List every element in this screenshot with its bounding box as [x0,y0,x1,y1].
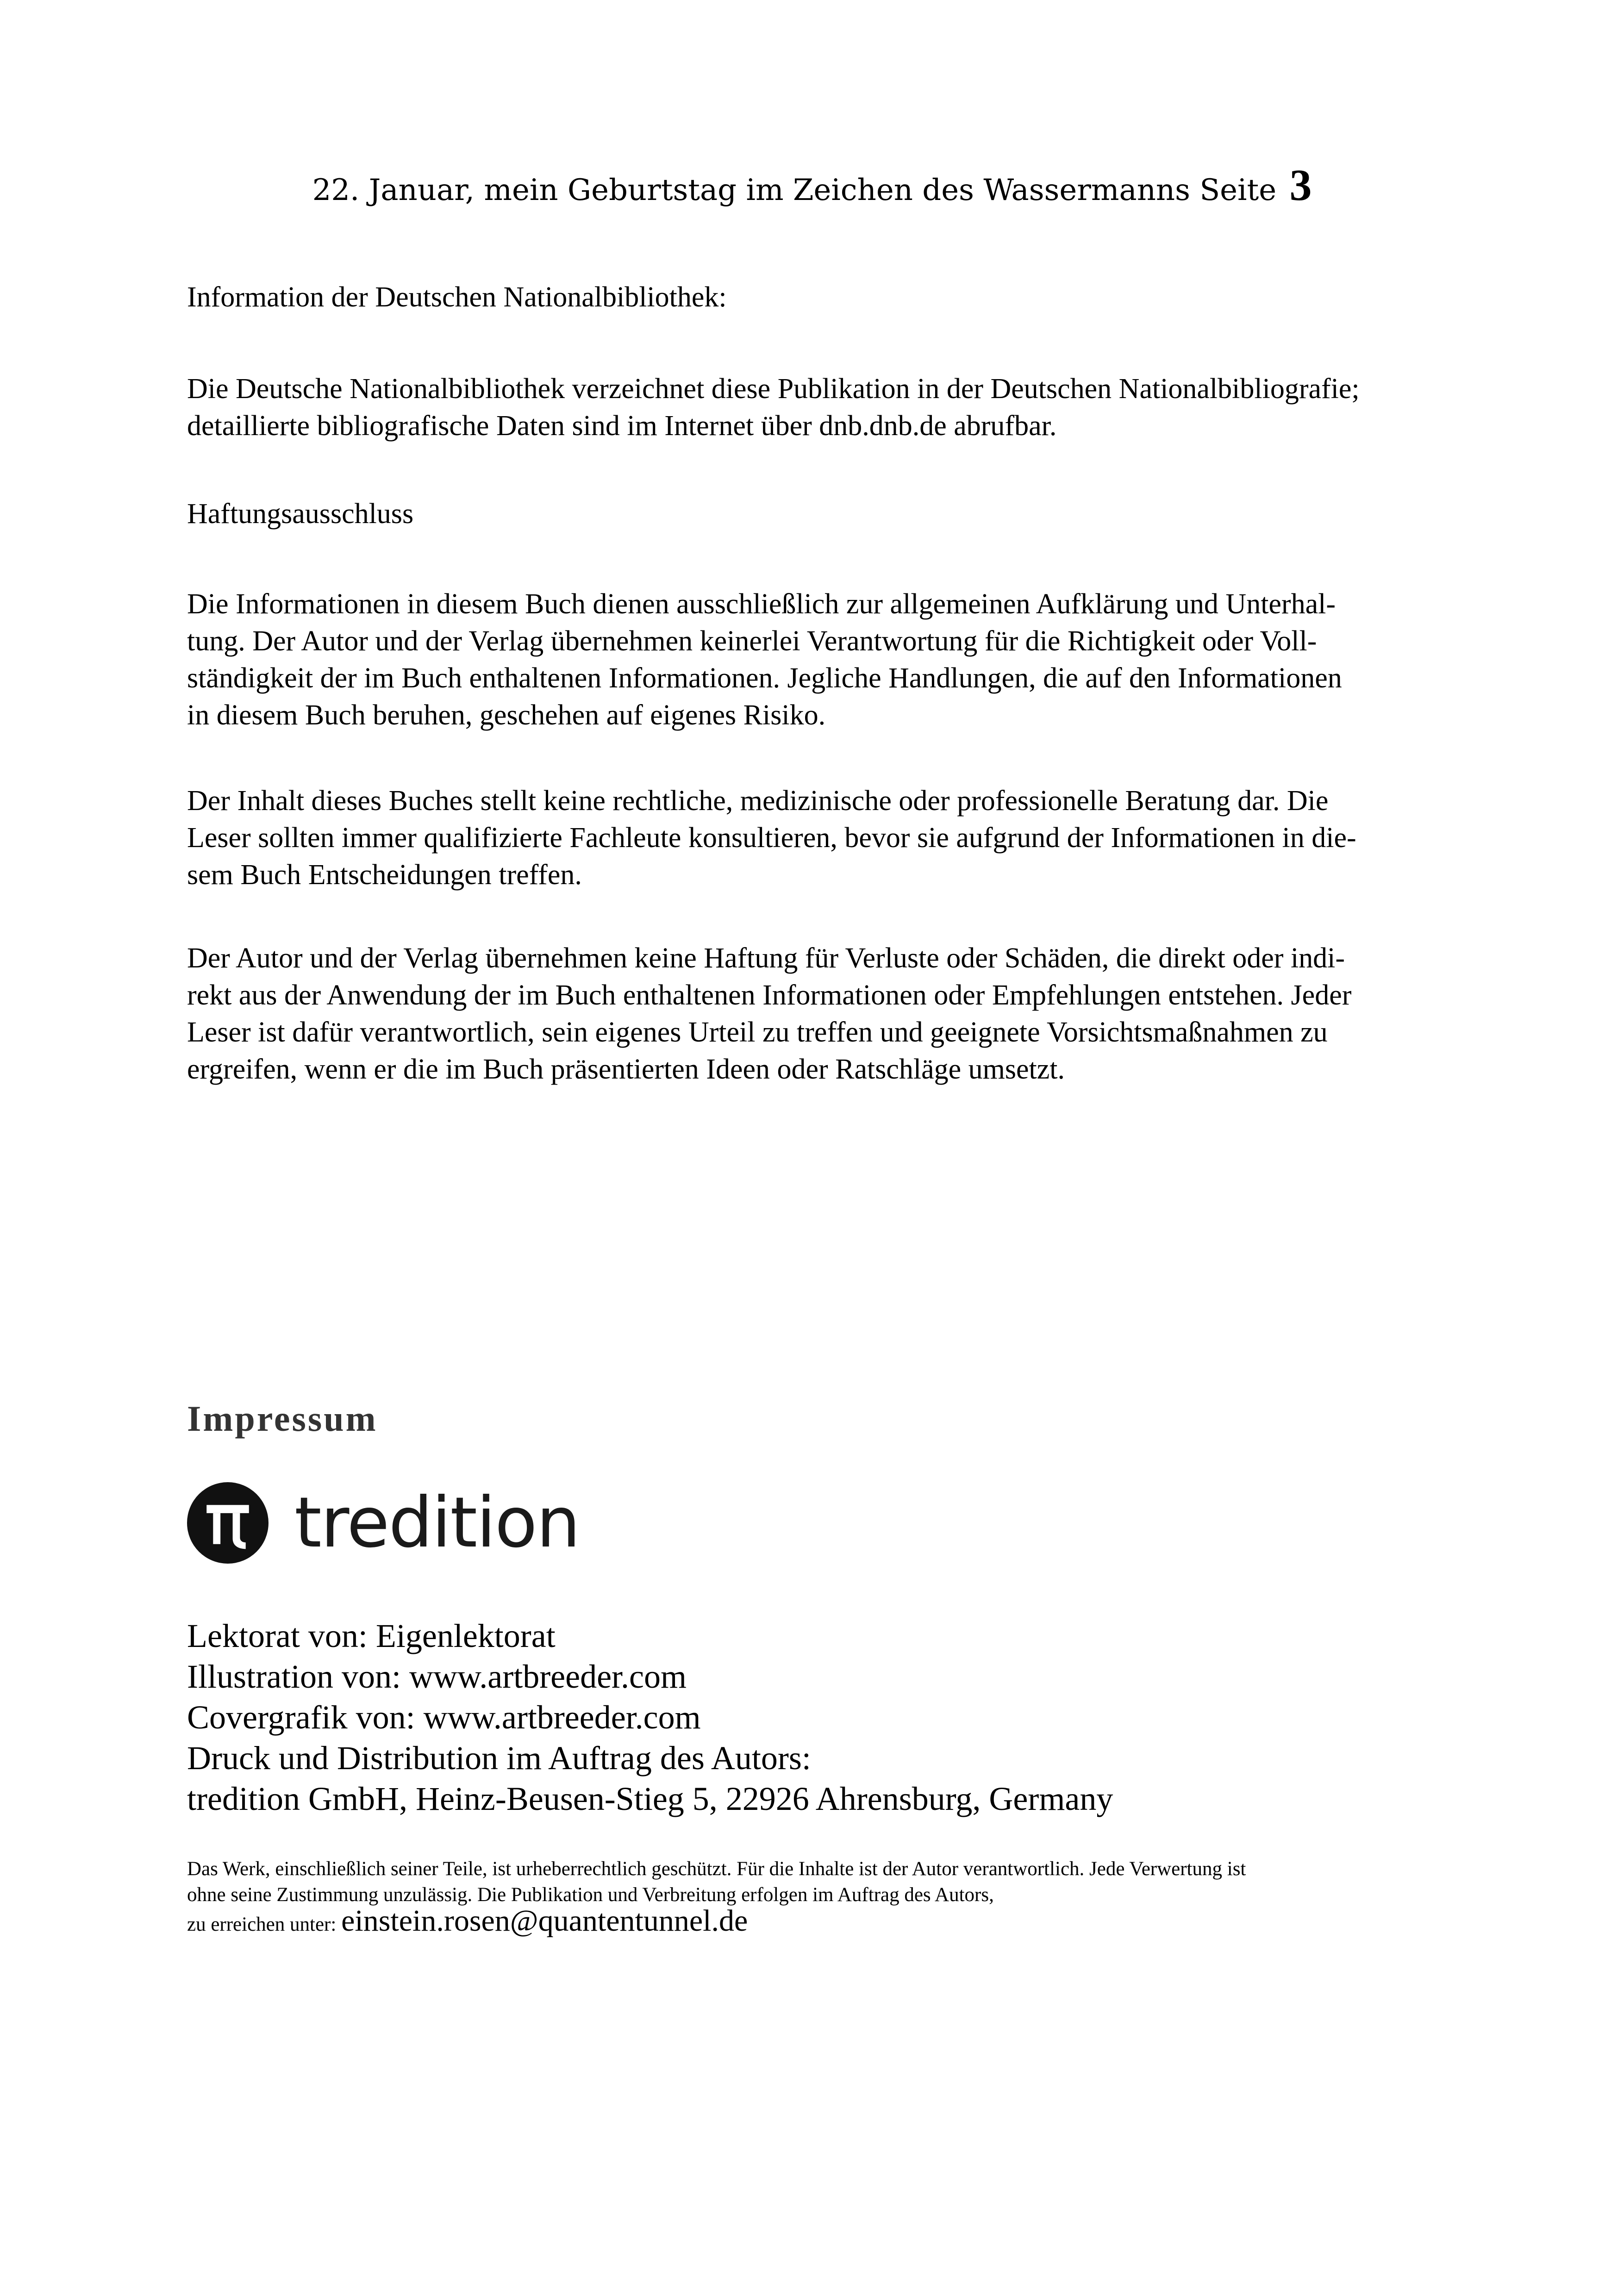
credit-line: Lektorat von: Eigenlektorat [187,1617,556,1654]
haftung-paragraph-1 [187,586,1446,734]
text-line: ergreifen, wenn er die im Buch präsentierten Ideen oder Ratschläge umsetzt. [187,1054,1065,1085]
nationalbibliothek-paragraph [187,370,1446,444]
header-title: 22. Januar, mein Geburtstag im Zeichen des Wassermanns Seite [312,173,1277,207]
credit-line: Covergrafik von: www.artbreeder.com [187,1699,701,1736]
contact-line [187,1904,1246,1938]
haftungsausschluss-heading-text: Haftungsausschluss [187,498,414,530]
legal-line: Das Werk, einschließlich seiner Teile, ist urheberrechtlich geschützt. Für die Inhalte ist der Autor verantwortlich. Jede Verwertung ist [187,1858,1246,1880]
haftung-paragraph-3 [187,940,1446,1088]
text-line: Der Autor und der Verlag übernehmen keine Haftung für Verluste oder Schäden, die direkt oder indi- [187,942,1345,974]
tredition-wordmark: tredition [294,1483,580,1563]
impressum-heading: Impressum [187,1398,378,1439]
text-line: rekt aus der Anwendung der im Buch enthaltenen Informationen oder Empfehlungen entstehen. Jeder [187,979,1352,1011]
text-line: detaillierte bibliografische Daten sind im Internet über dnb.dnb.de abrufbar. [187,410,1057,442]
text-line: Der Inhalt dieses Buches stellt keine rechtliche, medizinische oder professionelle Beratung dar. Die [187,785,1329,817]
running-header [0,160,1624,211]
page-number: 3 [1289,160,1312,210]
haftungsausschluss-heading [187,495,1446,532]
contact-email: einstein.rosen@quantentunnel.de [341,1904,748,1938]
text-line: in diesem Buch beruhen, geschehen auf eigenes Risiko. [187,699,826,731]
text-line: Die Informationen in diesem Buch dienen ausschließlich zur allgemeinen Aufklärung und Unterhal- [187,588,1336,620]
text-line: Leser ist dafür verantwortlich, sein eigenes Urteil zu treffen und geeignete Vorsichtsmaßnahmen zu [187,1017,1328,1048]
text-line: sem Buch Entscheidungen treffen. [187,859,582,891]
text-line: Die Deutsche Nationalbibliothek verzeichnet diese Publikation in der Deutschen Nationalbibliografie; [187,373,1360,405]
tredition-logo [187,1481,580,1565]
text-line: ständigkeit der im Buch enthaltenen Informationen. Jegliche Handlungen, die auf den Informationen [187,662,1342,694]
copyright-notice [187,1856,1246,1938]
nationalbibliothek-heading [187,279,1446,316]
contact-label: zu erreichen unter: [187,1914,342,1935]
text-line: tung. Der Autor und der Verlag übernehmen keinerlei Verantwortung für die Richtigkeit oder Voll- [187,625,1317,657]
credit-line: Illustration von: www.artbreeder.com [187,1658,687,1695]
legal-line: ohne seine Zustimmung unzulässig. Die Publikation und Verbreitung erfolgen im Auftrag des Autors, [187,1884,994,1906]
credit-line: Druck und Distribution im Auftrag des Autors: [187,1740,811,1777]
credit-line: tredition GmbH, Heinz-Beusen-Stieg 5, 22926 Ahrensburg, Germany [187,1780,1113,1817]
impressum-credits [187,1615,1113,1819]
haftung-paragraph-2 [187,782,1446,893]
nationalbibliothek-heading-text: Information der Deutschen Nationalbibliothek: [187,281,727,313]
tredition-logo-icon [187,1482,269,1564]
text-line: Leser sollten immer qualifizierte Fachleute konsultieren, bevor sie aufgrund der Informationen in die- [187,822,1356,854]
